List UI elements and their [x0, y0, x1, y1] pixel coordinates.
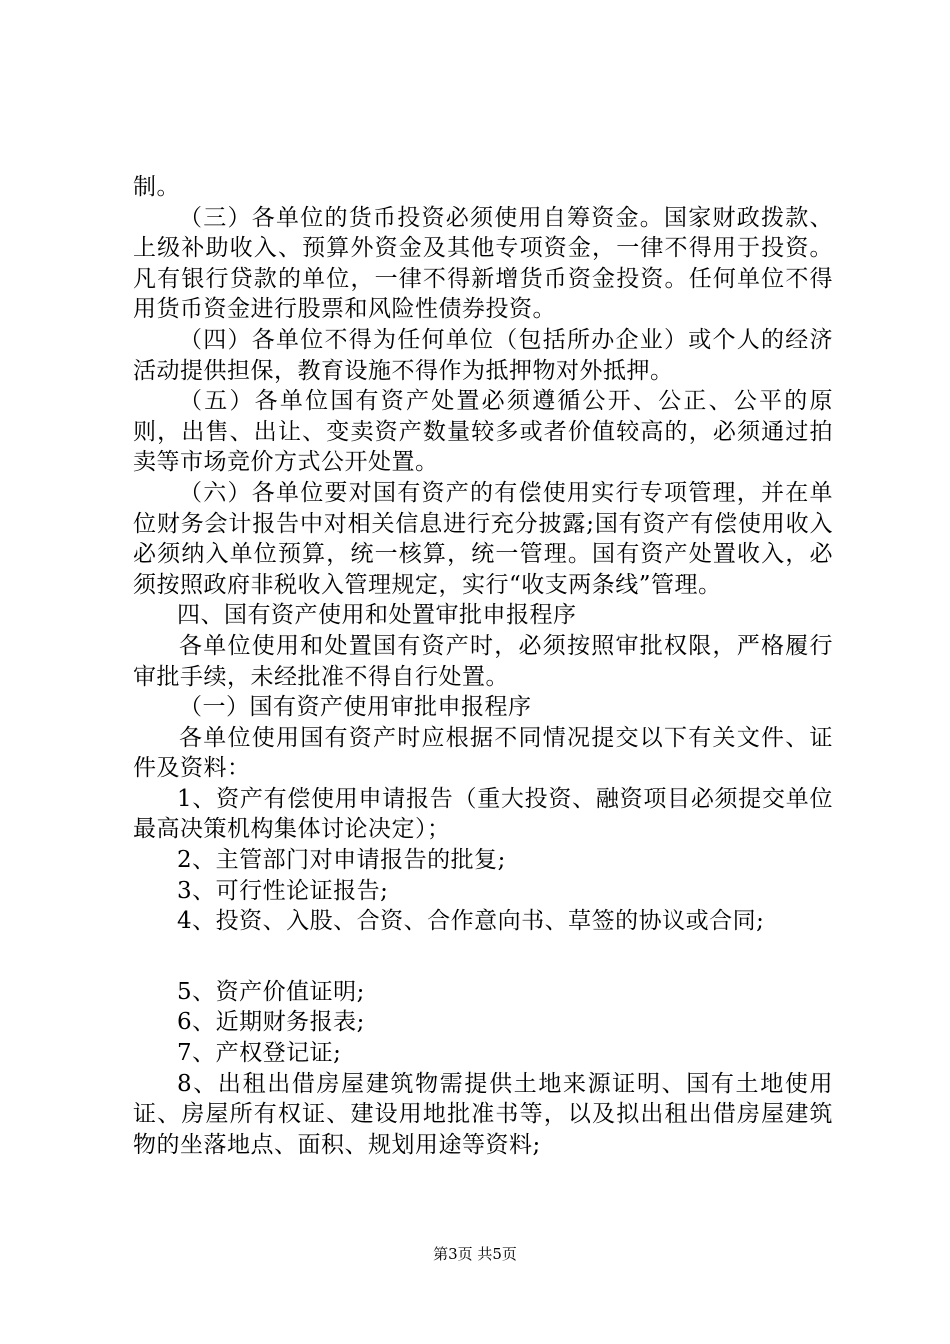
list-item-1: 1、资产有偿使用申请报告（重大投资、融资项目必须提交单位最高决策机构集体讨论决定）； [133, 785, 833, 843]
document-body [133, 172, 833, 1160]
paragraph-approval: 各单位使用和处置国有资产时，必须按照审批权限，严格履行审批手续，未经批准不得自行处置。 [133, 632, 833, 690]
list-item-4: 4、投资、入股、合资、合作意向书、草签的协议或合同; [177, 908, 765, 935]
section-heading-4: 四、国有资产使用和处置审批申报程序 [177, 602, 577, 629]
list-item-3: 3、可行性论证报告; [177, 877, 389, 904]
list-item-7: 7、产权登记证; [177, 1040, 342, 1067]
list-item-5: 5、资产价值证明; [177, 978, 365, 1005]
paragraph-item-3: （三）各单位的货币投资必须使用自筹资金。国家财政拨款、上级补助收入、预算外资金及其他专项资金，一律不得用于投资。凡有银行贷款的单位，一律不得新增货币资金投资。任何单位不得用货币资金进行股票和风险性债券投资。 [133, 204, 833, 323]
paragraph-item-5: （五）各单位国有资产处置必须遵循公开、公正、公平的原则，出售、出让、变卖资产数量较多或者价值较高的，必须通过拍卖等市场竞价方式公开处置。 [133, 388, 833, 476]
paragraph-item-4: （四）各单位不得为任何单位（包括所办企业）或个人的经济活动提供担保，教育设施不得作为抵押物对外抵押。 [133, 326, 833, 384]
paragraph-item-6: （六）各单位要对国有资产的有偿使用实行专项管理，并在单位财务会计报告中对相关信息进行充分披露;国有资产有偿使用收入必须纳入单位预算，统一核算，统一管理。国有资产处置收入，必须按照政府非税收入管理规定，实行“收支两条线”管理。 [133, 479, 833, 598]
list-item-8: 8、出租出借房屋建筑物需提供土地来源证明、国有土地使用证、房屋所有权证、建设用地批准书等，以及拟出租出借房屋建筑物的坐落地点、面积、规划用途等资料; [133, 1070, 833, 1158]
blank-line [133, 937, 833, 977]
list-item-6: 6、近期财务报表; [177, 1009, 365, 1036]
page-number-footer: 第3页 共5页 [433, 1245, 517, 1263]
list-item-2: 2、主管部门对申请报告的批复; [177, 847, 506, 874]
subsection-heading-1: （一）国有资产使用审批申报程序 [179, 694, 532, 721]
paragraph-continuation: 制。 [133, 174, 180, 200]
paragraph-documents-intro: 各单位使用国有资产时应根据不同情况提交以下有关文件、证件及资料： [133, 724, 833, 782]
